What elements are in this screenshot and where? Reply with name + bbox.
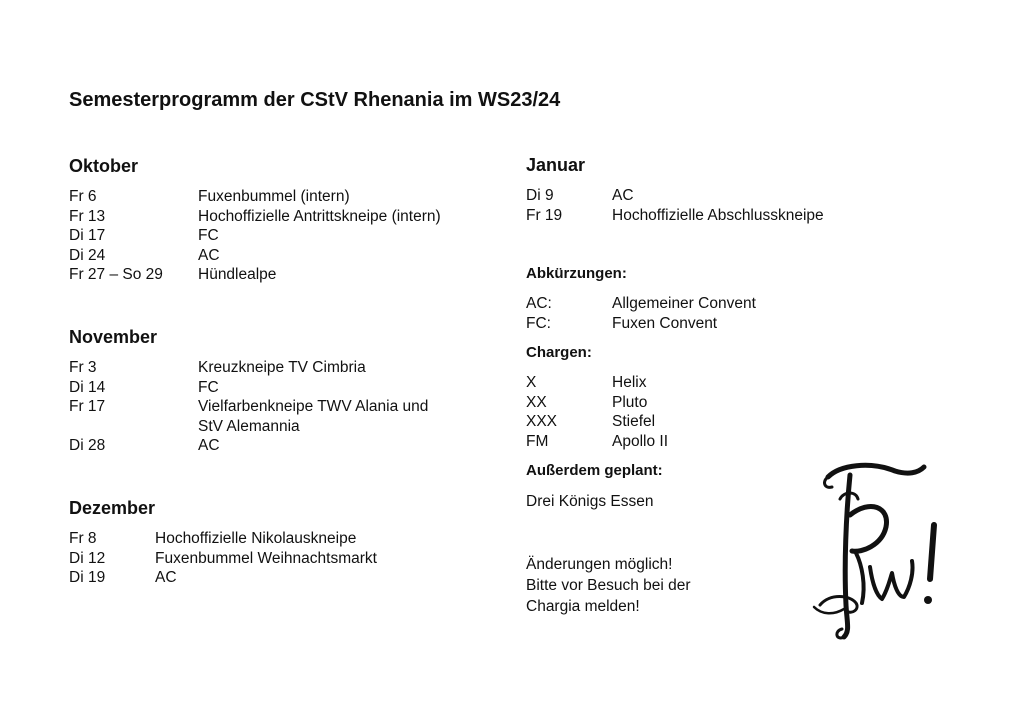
abbreviation-meaning: Fuxen Convent (612, 314, 718, 332)
notice-line: Chargia melden! (526, 598, 640, 615)
event-date (69, 417, 198, 437)
event-name: Hochoffizielle Abschlusskneipe (612, 206, 824, 224)
charge-name: Apollo II (612, 432, 669, 450)
abbreviations-list (526, 294, 756, 333)
oktober-schedule (69, 187, 441, 285)
event-date: Di 19 (69, 569, 106, 586)
event-date: Di 14 (69, 378, 106, 396)
charge-name: Pluto (612, 393, 648, 411)
charge-row (526, 373, 668, 393)
event-name: FC (198, 378, 219, 396)
schedule-row (69, 417, 428, 437)
event-date: Fr 3 (69, 359, 97, 376)
schedule-row (69, 549, 377, 569)
januar-schedule (526, 186, 824, 225)
event-name: AC (155, 569, 177, 586)
event-date: Fr 8 (69, 530, 97, 547)
schedule-row (69, 568, 377, 588)
charge-name: Stiefel (612, 413, 656, 430)
event-date: Di 28 (69, 437, 106, 454)
schedule-row (526, 206, 824, 226)
event-name: Fuxenbummel Weihnachtsmarkt (155, 549, 377, 567)
charge-abbreviation: XX (526, 393, 547, 411)
abbreviation-row (526, 314, 756, 334)
schedule-row (69, 378, 428, 398)
schedule-row (69, 358, 428, 378)
schedule-row (69, 436, 428, 456)
event-name: StV Alemannia (198, 417, 300, 435)
abbreviation-meaning: Allgemeiner Convent (612, 295, 756, 312)
schedule-row (69, 265, 441, 285)
november-heading: November (69, 327, 158, 347)
event-date: Fr 27 – So 29 (69, 266, 163, 283)
event-name: AC (198, 437, 220, 454)
charge-row (526, 412, 668, 432)
event-date: Fr 6 (69, 188, 97, 205)
schedule-row (69, 226, 441, 246)
charge-abbreviation: XXX (526, 413, 558, 430)
dezember-schedule (69, 529, 377, 588)
event-name: Hündlealpe (198, 266, 277, 283)
schedule-row (526, 186, 824, 206)
event-date: Fr 19 (526, 206, 563, 224)
event-date: Fr 13 (69, 207, 106, 225)
event-date: Di 24 (69, 246, 106, 264)
charge-abbreviation: FM (526, 432, 549, 450)
dezember-heading: Dezember (69, 498, 156, 518)
event-name: Fuxenbummel (intern) (198, 188, 350, 205)
monogram-icon (800, 455, 960, 645)
notice-line: Änderungen möglich! (526, 556, 673, 573)
planned-event: Drei Königs Essen (526, 493, 654, 510)
event-name: Vielfarbenkneipe TWV Alania und (198, 398, 429, 415)
event-name: Hochoffizielle Antrittskneipe (intern) (198, 207, 441, 225)
event-name: Hochoffizielle Nikolauskneipe (155, 530, 357, 547)
event-name: Kreuzkneipe TV Cimbria (198, 359, 366, 376)
oktober-heading: Oktober (69, 156, 139, 176)
chargen-heading: Chargen: (526, 344, 592, 361)
charge-row (526, 393, 668, 413)
charge-row (526, 432, 668, 452)
abbreviation-row (526, 294, 756, 314)
event-name: FC (198, 227, 219, 244)
schedule-row (69, 246, 441, 266)
event-date: Di 12 (69, 549, 106, 567)
schedule-row (69, 397, 428, 417)
schedule-row (69, 187, 441, 207)
charge-name: Helix (612, 374, 647, 391)
event-name: AC (198, 246, 220, 264)
schedule-row (69, 529, 377, 549)
schedule-row (69, 207, 441, 227)
abbreviation: AC: (526, 295, 552, 312)
change-notice (526, 554, 691, 617)
page-title: Semesterprogramm der CStV Rhenania im WS23/24 (69, 89, 561, 111)
event-name: AC (612, 187, 634, 204)
charge-abbreviation: X (526, 374, 537, 391)
abbreviation: FC: (526, 314, 551, 332)
abbreviations-heading: Abkürzungen: (526, 265, 627, 282)
event-date: Di 9 (526, 187, 554, 204)
event-date: Fr 17 (69, 398, 106, 415)
november-schedule (69, 358, 428, 456)
notice-line: Bitte vor Besuch bei der (526, 577, 691, 594)
event-date: Di 17 (69, 227, 106, 244)
chargen-list (526, 373, 668, 451)
planned-heading: Außerdem geplant: (526, 462, 663, 479)
januar-heading: Januar (526, 155, 586, 175)
